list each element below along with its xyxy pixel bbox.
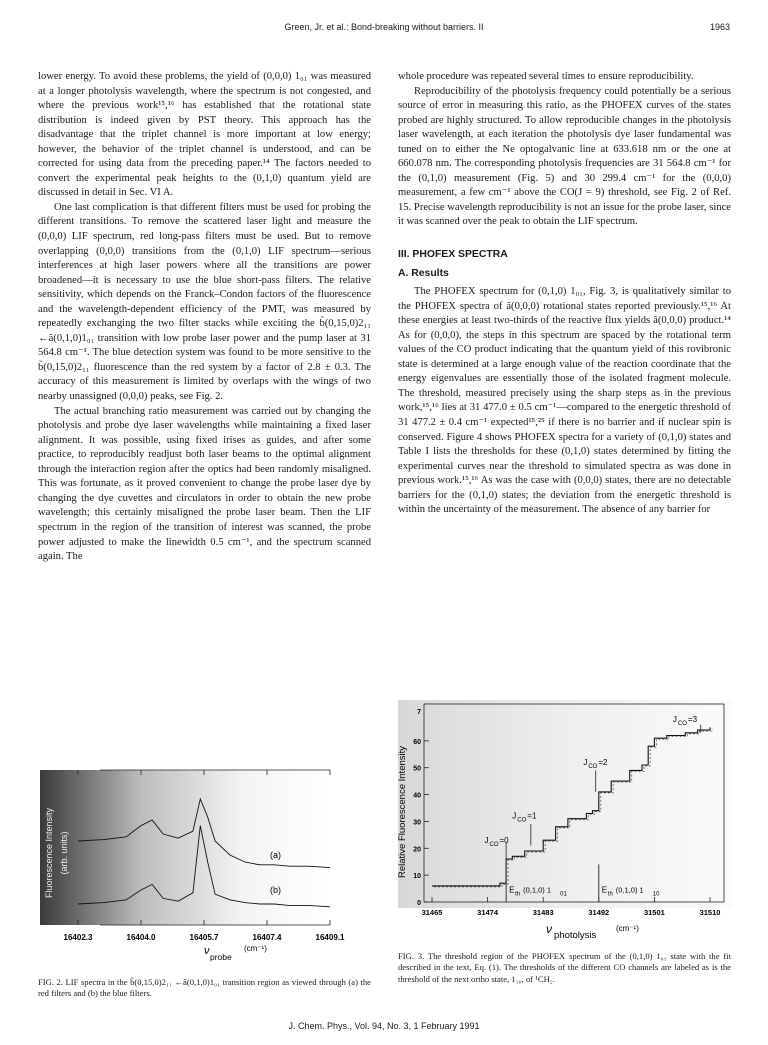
y-tick-label: 20	[413, 846, 421, 854]
paragraph: One last complication is that different filters must be used for probing the different transitions. To remove the scattered laser light and measure the (0,0,0) LIF spectrum, red long-pass filters must be used. But to remove overlapping (0,0,0) transitions from the (0,1,0) LIF spectrum—serious interferences at high laser powers where all the transitions are power broadened—it is necessary to use the blue short-pass filters. The relative sensitivity, which depends on the Franck–Condon factors of the fluorescence and the wavelength-dependent efficiency of the PMT, was measured by repeatedly exchanging the two filter stacks while exciting the b̃(0,15,0)2₁₁ ←ã(0,1,0)1₀₁ transition with low probe laser power and the pump laser at 31 564.8 cm⁻¹. The blue detection system was found to be more sensitive to the b̃(0,15,0)2₁₁ fluorescence than the red system by a factor of 2.8 ± 0.3. The accuracy of this measurement is limited by overlaps with the wings of two nearby unassigned (0,0,0) peaks, see Fig. 2.	[38, 201, 371, 403]
paragraph: Reproducibility of the photolysis frequency could potentially be a serious source of error in measuring this ratio, as the PHOFEX curves of the states probed are highly structured. To allow reproducible changes in the photolysis laser wavelength, at each iteration the photolysis dye laser fundamental was tuned on to either the Ne optogalvanic line at 633.618 nm or the one at 660.078 nm. The corresponding photolysis frequencies are 31 564.8 cm⁻¹ for the (0,1,0) measurement (Fig. 5) and 30 299.4 cm⁻¹ for the (0,0,0) measurement, a few cm⁻¹ above the CO(J = 9) threshold, see Fig. 2 of Ref. 15. Precise wavelength reproducibility is not an issue for the probe laser, since it was scanned over the peak to obtain the LIF spectrum.	[398, 85, 731, 228]
y-tick-label: 30	[413, 819, 421, 827]
svg-text:(0,1,0) 1: (0,1,0) 1	[615, 885, 644, 895]
svg-text:J: J	[484, 835, 489, 845]
x-tick-label: 31465	[421, 908, 443, 917]
fig3-xlabel-sub: photolysis	[554, 930, 597, 941]
curve-label-a: (a)	[270, 850, 281, 860]
svg-text:E: E	[601, 885, 608, 895]
section-heading: III. PHOFEX SPECTRA	[398, 249, 508, 261]
svg-text:CO: CO	[677, 721, 687, 728]
svg-text:th: th	[515, 891, 521, 898]
svg-text:J: J	[583, 758, 588, 768]
x-tick-label: 31474	[477, 908, 499, 917]
paragraph: The PHOFEX spectrum for (0,1,0) 1₀₁, Fig. 3, is qualitatively similar to the PHOFEX spectra of ã(0,0,0) rotational states reported previously.¹⁵,¹⁶ At these energies at least two-thirds of the reactive flux yields ã(0,0,0) product.¹⁴ As for (0,0,0), the steps in this spectrum are spaced by the rotational term values of the CO product indicating that the quantum yield of this rovibronic state is determined at a large enough value of the reaction coordinate that the energy eigenvalues are essentially those of the isolated fragment molecule. The threshold, measured precisely using the sharp steps as in the previous work,¹⁵,¹⁶ lies at 31 477.0 ± 0.5 cm⁻¹—compared to the energetic threshold of 31 477.2 ± 0.4 cm⁻¹ expected¹⁵,²⁵ if there is no barrier and if nuclear spin is conserved. Figure 4 shows PHOFEX spectra for a variety of (0,1,0) states and Table I lists the thresholds for these (0,1,0) states determined by fitting the experimental curves near the threshold to simulated spectra as was done in previous work.¹⁵,¹⁶ As was the case with (0,0,0) states, there are no detectable barriers for the (0,1,0) states; the deviation from the energetic threshold is within the uncertainty of the measurement. The absence of any barrier for	[398, 286, 731, 516]
paragraph: The actual branching ratio measurement was carried out by changing the photolysis and probe dye laser wavelengths while maintaining a fixed laser alignment. It was possible, using fixed irises as guides, and after some practice, to reproducibly readjust both laser beams to the optimal alignment through the interaction region after the optics had been randomly misaligned. This was fortunate, as it proved convenient to change the probe laser dye by changing the dye cuvettes and circulators in order to obtain the new probe wavelength; this certainly misaligned the probe laser beam. Then the LIF spectrum in the region of the transition of interest was scanned, the probe power adjusted to make the linewidth 0.5 cm⁻¹, and the spectrum scanned again. The	[38, 405, 371, 563]
x-tick-label: 16407.4	[252, 933, 282, 942]
y-tick-label: 10	[413, 873, 421, 881]
y-tick-label: 7	[417, 709, 421, 716]
x-tick-label: 31492	[588, 908, 610, 917]
y-tick-label: 50	[413, 765, 421, 773]
fig2-ylabel-units: (arb. units)	[59, 831, 69, 875]
svg-text:CO: CO	[489, 841, 499, 848]
svg-text:=0: =0	[499, 835, 509, 845]
y-tick-label: 40	[413, 792, 421, 800]
x-tick-label: 16409.1	[315, 933, 345, 942]
svg-text:=3: =3	[687, 715, 698, 725]
curve-label-b: (b)	[270, 885, 281, 895]
fig2-xlabel-symbol: ν	[204, 945, 210, 957]
fig3-ylabel: Relative Fluorescence Intensity	[397, 745, 408, 879]
figure-3	[392, 700, 732, 950]
fig3-caption: FIG. 3. The threshold region of the PHOFEX spectrum of the (0,1,0) 1₀₁ state with the fit described in the text, Eq. (1). The thresholds of the different CO channels are labeled as is the threshold of the next ortho state, 1₁₀, of ¹CH₂.	[398, 951, 731, 984]
page-number: 1963	[709, 22, 730, 32]
svg-text:01: 01	[560, 891, 567, 898]
paragraph: whole procedure was repeated several times to ensure reproducibility.	[398, 71, 694, 82]
running-title: Green, Jr. et al.: Bond-breaking without barriers. II	[284, 22, 484, 32]
journal-footer: J. Chem. Phys., Vol. 94, No. 3, 1 February 1991	[288, 1021, 480, 1031]
fig2-caption: FIG. 2. LIF spectra in the b̃(0,15,0)2₁₁ ←ã(0,1,0)1₀₁ transition region as viewed through (a) the red filters and (b) the blue filters.	[38, 977, 371, 999]
svg-text:CO: CO	[588, 764, 598, 771]
photo-shading	[398, 700, 732, 908]
x-tick-label: 16402.3	[63, 933, 93, 942]
svg-text:J: J	[512, 811, 517, 821]
x-tick-label: 31510	[699, 908, 721, 917]
svg-text:J: J	[672, 715, 677, 725]
right-column	[398, 70, 731, 518]
fig3-xlabel-unit: (cm⁻¹)	[616, 924, 639, 933]
photo-shading	[40, 770, 330, 925]
fig2-ylabel: Fluorescence Intensity	[44, 807, 54, 899]
svg-text:th: th	[607, 891, 613, 898]
svg-text:CO: CO	[517, 817, 527, 824]
svg-text:E: E	[509, 885, 515, 895]
svg-text:10: 10	[652, 891, 660, 898]
svg-text:=2: =2	[598, 758, 608, 768]
x-tick-label: 16404.0	[126, 933, 156, 942]
figure-2	[38, 758, 371, 968]
left-column	[38, 70, 371, 565]
paragraph: lower energy. To avoid these problems, the yield of (0,0,0) 1₀₁ was measured at a longer photolysis wavelength, where the spectrum is not congested, and where the previous work¹⁵,¹⁶ has established that the rotational state distribution is indeed given by PST theory. This approach has the disadvantage that the triplet channel is more important at low energy; however, the behavior of the triplet channel is understood, and can be corrected for using data from the preceding paper.¹⁴ The factors needed to convert the experimental peak heights to the (0,1,0) quantum yield are discussed in detail in Sec. VI A.	[38, 71, 371, 199]
x-tick-label: 16405.7	[189, 933, 219, 942]
x-tick-label: 31483	[532, 908, 554, 917]
y-tick-label: 60	[413, 738, 421, 746]
fig2-xlabel-unit: (cm⁻¹)	[244, 944, 267, 953]
fig3-xlabel-symbol: ν	[546, 922, 552, 936]
fig2-xlabel-sub: probe	[210, 952, 232, 962]
y-tick-label: 0	[417, 900, 421, 907]
svg-text:(0,1,0) 1: (0,1,0) 1	[523, 885, 552, 895]
svg-text:=1: =1	[527, 811, 537, 821]
x-tick-label: 31501	[643, 908, 665, 917]
subsection-heading: A. Results	[398, 267, 449, 279]
